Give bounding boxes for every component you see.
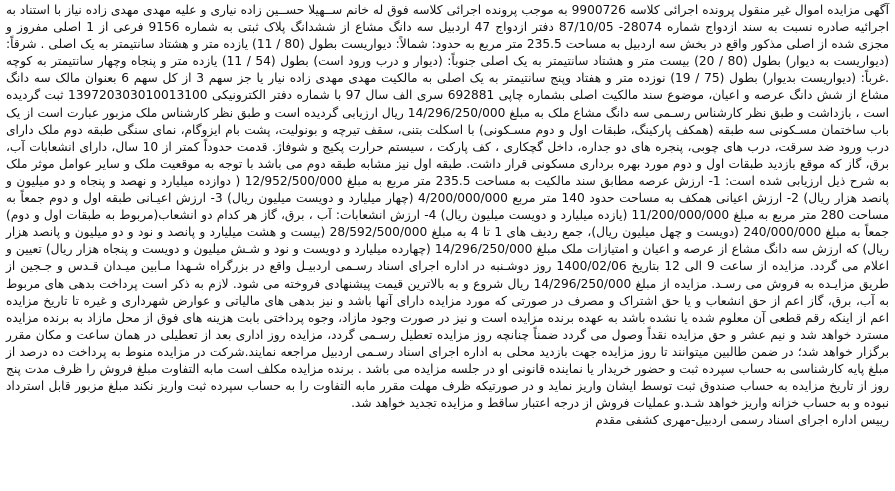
notice-signature: رییس اداره اجرای اسناد رسمی اردبیل-مهری کشفی مقدم <box>595 413 889 428</box>
notice-body: آگهی مزایده اموال غیر منقول پرونده اجرائی کلاسه 9900726 به موجب پرونده اجرائی کلاسه فوق له خانم ســهیلا حســین زاده نیاری و علیه مهدی مهدی زاده نیاز با استناد به اجرائیه صادره نسبت به سند ازدواج شماره 28074- 87/10/05 دفتر ازدواج 47 اردبیل سه دانگ مشاع از ششدانگ پلاک ثبتی به شماره 9156 فرعی از 1 اصلی مفروز و مجزی شده از اصلی مذکور واقع در بخش سه اردبیل به مساحت 235.5 متر مربع به حدود: شمالاً: دیواریست بطول (80 / 11) یازده متر و هشتاد سانتیمتر به یک اصلی . شرقاً: (دیواریست به دیوار) بطول (80 / 20) بیست متر و هشتاد سانتیمتر به یک اصلی جنوباً: (دیوار و درب ورود است) بطول (54 / 11) یازده متر و پنجاه وچهار سانتیمتر به کوچه .غرباً: (دیواریست بدیوار) بطول (75 / 19) نوزده متر و هفتاد وپنج سانتیمتر به یک اصلی به مالکیت مهدی مهدی زاده نیار یا جز سهم 3 از کل سهم 6 بعنوان مالک سه دانگ مشاع از شش دانگ عرصه و اعیان، موضوع سند مالکیت اصلی بشماره چاپی 692881 سری الف سال 97 با شماره دفتر الکترونیکی 139720303010013100 ثبت گردیده است ، بازداشت و طبق نظر کارشناس رسـمی سه دانگ مشاع ملک به مبلغ 14/296/250/000 ریال ارزیابی گردیده است و طبق نظر کارشناس ملک مزبور عبارت است از یک باب ساختمان مسـکونی سه طبقه (همکف پارکینگ، طبقات اول و دوم مسـکونی) با اسکلت بتنی، سقف تیرچه و بونولیت، پشت بام ایزوگام، نمای سنگی طبقه دوم ملک دارای درب ورود ضد سرقت، درب های چوبی، پنجره های دو جداره، داخل گچکاری ، کف پارکت ، سیستم حرارت پکیج و شوفاژ. قدمت حدوداً کمتر از 10 سال، دارای انشعابات آب، برق، گاز که موقع بازدید طبقات اول و دوم مورد بهره برداری مسکونی قرار داشت. طبقه اول نیز مشابه طبقه دوم می باشد با توجه به موقعیت ملک و سایر عوامل موثر ملک به شرح ذیل ارزیابی شده است: 1- ارزش عرصه مطابق سند مالکیت به مساحت 235.5 متر مربع به مبلغ 12/952/500/000 ( دوازده میلیارد و نهصد و پنجاه و دو میلیون و پانصد هزار ریال) 2- ارزش اعیانی همکف به مساحت حدود 140 متر مربع 4/200/000/000 (چهار میلیارد و دویست میلیون ریال) 3- ارزش اعیـانی طبقه اول و دوم جمعاً به مساحت 280 متر مربع به مبلغ 11/200/000/000 (یازده میلیارد و دویست میلیون ریال) 4- ارزش انشعابات: آب ، برق، گاز هر کدام دو انشعاب(مربوط به طبقات اول و دوم) جمعاً به مبلغ 240/000/000 (دویست و چهل میلیون ریال)، جمع ردیف های 1 تا 4 به مبلغ 28/592/500/000 (بیست و هشت میلیارد و پانصد و نود و دو میلیون و پانصد هزار ریال) که ارزش سه دانگ مشاع از عرصه و اعیان و امتیازات ملک مبلغ 14/296/250/000 (چهارده میلیارد و دویست و نود و شـش میلیون و دویست و پنجاه هزار ریال) تعیین و اعلام می گردد. مزایده از ساعت 9 الی 12 بتاریخ 1400/02/06 روز دوشـنبه در اداره اجرای اسناد رسـمی اردبیـل واقع در بزرگراه شـهدا مـابین میـدان قـدس و جـجین از طریق مزایـده به فروش می رسـد. مزایده از مبلغ 14/296/250/000 ریال شروع و به بالاترین قیمت پیشنهادی فروخته می شود. لازم به ذکر است پرداخت بدهی های مربوط به آب، برق، گاز اعم از حق انشعاب و یا حق اشتراک و مصرف در صورتی که مورد مزایده دارای آنها باشد و نیز بدهی های مالیاتی و عوارض شهرداری و غیره تا تاریخ مزایده اعم از اینکه رقم قطعی آن معلوم شده یا نشده باشد به عهده برنده مزایده است و نیز در صورت وجود مازاد، وجوه پرداختی بابت هزینه های فوق از محل مازاد به برنده مزایده مسترد خواهد شد و نیم عشر و حق مزایده نقداً وصول می گردد ضمناً چنانچه روز مزایده تعطیل رسـمی گردد، مزایده روز اداری بعد از تعطیلی در همان ساعت و مکان مقرر برگزار خواهد شد؛ در ضمن طالبین میتوانند تا روز مزایده جهت بازدید محلی به اداره اجرای اسناد رسـمی اردبیل مراجعه نمایند.شرکت در مزایده منوط به پرداخت ده درصد از مبلغ پایه کارشناسی به حساب سپرده ثبت و حضور خریدار یا نماینده قانونی او در جلسه مزایده می باشد . برنده مزایده مکلف است مابه التفاوت مبلغ فروش را ظرف مدت پنج روز از تاریخ مزایده به حساب صندوق ثبت توسط ایشان واریز نماید و در صورتیکه ظرف مهلت مقرر مابه التفاوت را به حساب سپرده ثبت واریز نکند مبلغ مزبور قابل استرداد نبوده و به حساب خزانه واریز خواهد شـد.و عملیات فروش از درجه اعتبار ساقط و مزایده تجدید خواهد شد. <box>6 3 890 411</box>
